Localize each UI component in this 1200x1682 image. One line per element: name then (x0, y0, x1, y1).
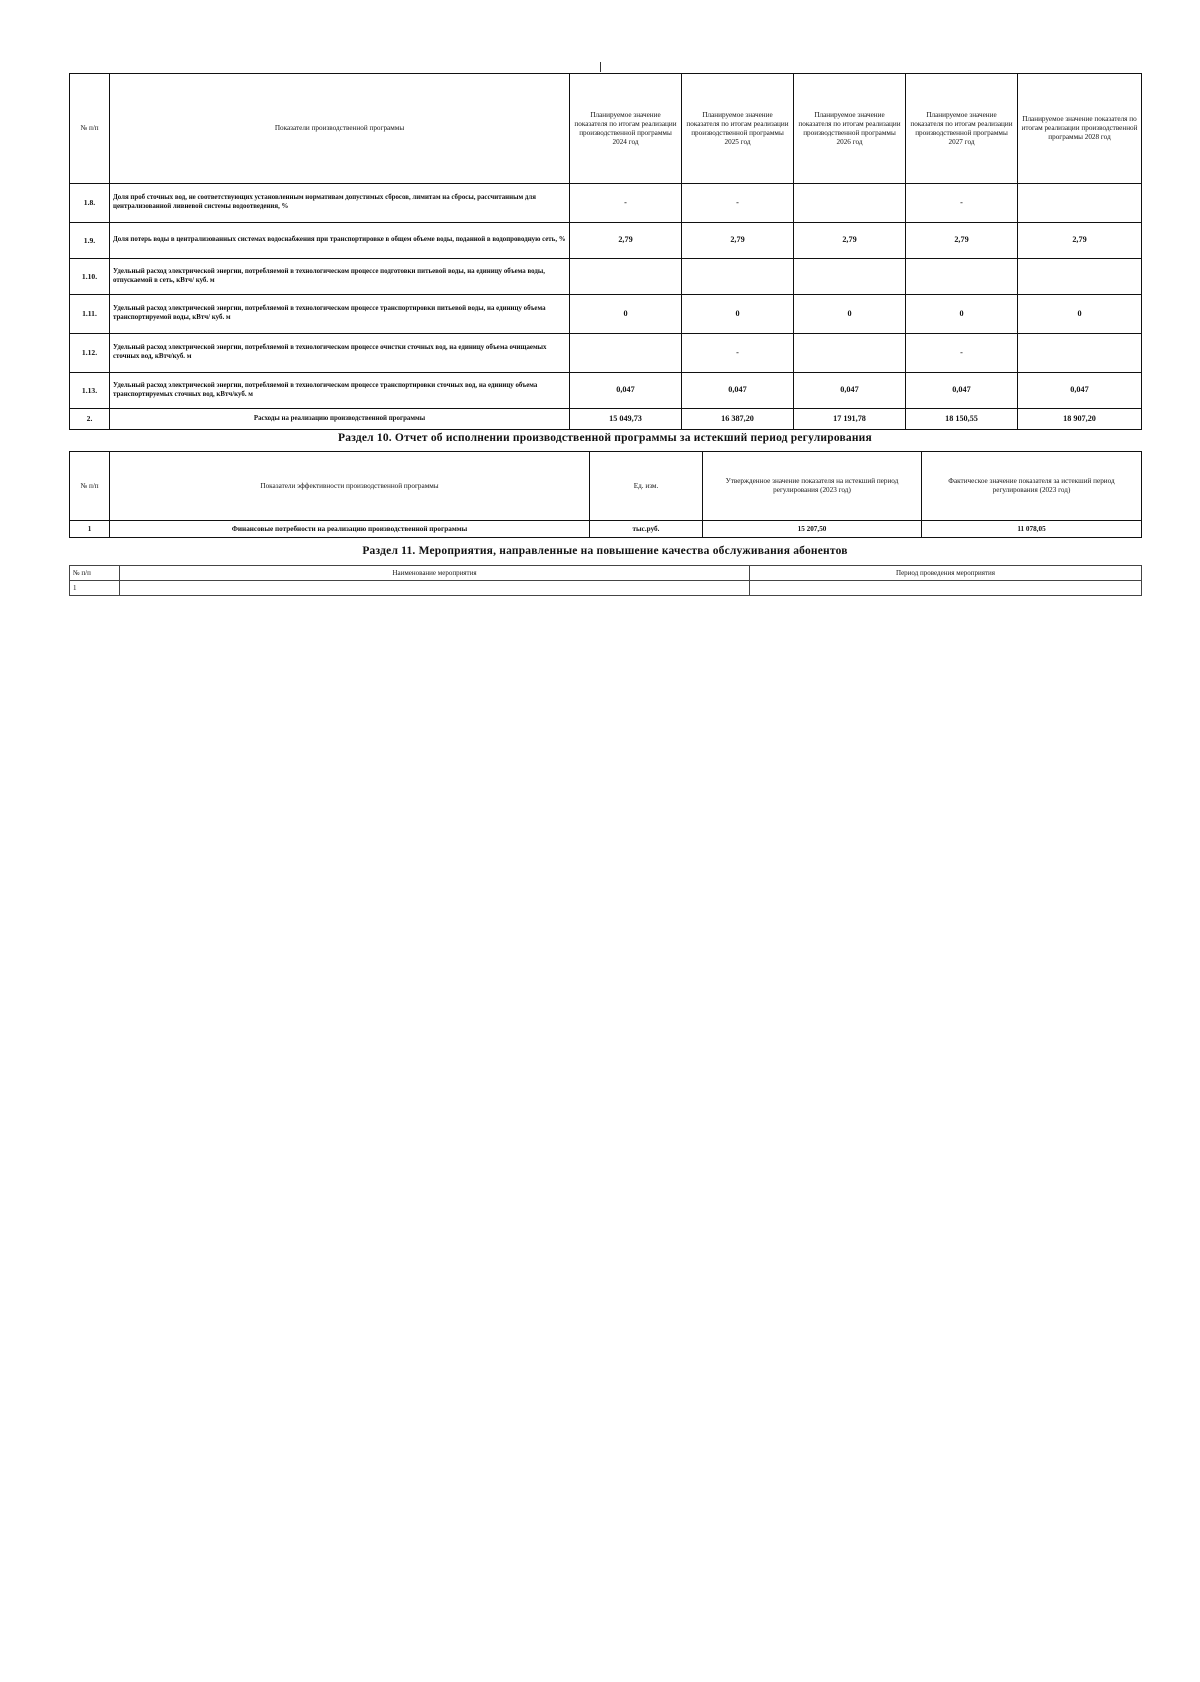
table-row (70, 259, 1142, 295)
row-value-2028: 2,79 (1018, 223, 1142, 259)
row-indicator: Удельный расход электрической энергии, потребляемой в технологическом процессе транспортировки питьевой воды, на единицу объема транспортируемой воды, кВтч/ куб. м (110, 295, 570, 334)
table-header-row (70, 452, 1142, 521)
row-indicator: Расходы на реализацию производственной программы (110, 409, 570, 430)
row-value-2027: 2,79 (906, 223, 1018, 259)
row-value-2028 (1018, 259, 1142, 295)
row-value-2025: - (682, 334, 794, 373)
row-value-2027: - (906, 334, 1018, 373)
row-name (120, 581, 750, 596)
row-approved: 15 207,50 (703, 521, 922, 538)
row-value-2025: 16 387,20 (682, 409, 794, 430)
table-row (70, 521, 1142, 538)
row-indicator: Доля потерь воды в централизованных системах водоснабжения при транспортировке в общем объеме воды, поданной в водопроводную сеть, % (110, 223, 570, 259)
row-value-2024: 0 (570, 295, 682, 334)
header-indicator: Показатели эффективности производственной программы (110, 452, 590, 521)
row-num: 1.11. (70, 295, 110, 334)
row-value-2024 (570, 259, 682, 295)
header-num: № п/п (70, 566, 120, 581)
row-value-2025: 0,047 (682, 373, 794, 409)
header-num: № п/п (70, 452, 110, 521)
header-unit: Ед. изм. (590, 452, 703, 521)
row-value-2027: 0 (906, 295, 1018, 334)
scan-mark (600, 62, 601, 72)
header-2026: Планируемое значение показателя по итогам реализации производственной программы 2026 год (794, 74, 906, 184)
row-value-2027: - (906, 184, 1018, 223)
header-2028: Планируемое значение показателя по итогам реализации производственной программы 2028 год (1018, 74, 1142, 184)
row-indicator: Удельный расход электрической энергии, потребляемой в технологическом процессе очистки сточных вод, на единицу объема очищаемых сточных вод, кВтч/куб. м (110, 334, 570, 373)
row-value-2026: 2,79 (794, 223, 906, 259)
row-num: 1 (70, 581, 120, 596)
row-value-2025: 2,79 (682, 223, 794, 259)
header-indicator: Показатели производственной программы (110, 74, 570, 184)
row-period (750, 581, 1142, 596)
table-row (70, 184, 1142, 223)
header-name: Наименование мероприятия (120, 566, 750, 581)
section-10-title: Раздел 10. Отчет об исполнении производственной программы за истекший период регулирования (338, 432, 872, 444)
row-value-2024: - (570, 184, 682, 223)
header-actual: Фактическое значение показателя за истекший период регулирования (2023 год) (922, 452, 1142, 521)
row-indicator: Удельный расход электрической энергии, потребляемой в технологическом процессе подготовки питьевой воды, на единицу объема воды, отпускаемой в сеть, кВтч/ куб. м (110, 259, 570, 295)
row-value-2028: 0,047 (1018, 373, 1142, 409)
row-num: 1 (70, 521, 110, 538)
header-2025: Планируемое значение показателя по итогам реализации производственной программы 2025 год (682, 74, 794, 184)
row-value-2026 (794, 259, 906, 295)
section-11-title: Раздел 11. Мероприятия, направленные на повышение качества обслуживания абонентов (362, 545, 848, 557)
table-header-row (70, 566, 1142, 581)
row-value-2024: 15 049,73 (570, 409, 682, 430)
header-approved: Утвержденное значение показателя на истекший период регулирования (2023 год) (703, 452, 922, 521)
row-value-2027 (906, 259, 1018, 295)
row-value-2024: 0,047 (570, 373, 682, 409)
table-row (70, 334, 1142, 373)
table-row (70, 373, 1142, 409)
row-num: 1.10. (70, 259, 110, 295)
row-value-2027: 0,047 (906, 373, 1018, 409)
row-value-2026 (794, 334, 906, 373)
section-10-table (69, 451, 1142, 538)
row-value-2024: 2,79 (570, 223, 682, 259)
header-2024: Планируемое значение показателя по итогам реализации производственной программы 2024 год (570, 74, 682, 184)
row-num: 1.9. (70, 223, 110, 259)
row-value-2028: 0 (1018, 295, 1142, 334)
header-2027: Планируемое значение показателя по итогам реализации производственной программы 2027 год (906, 74, 1018, 184)
row-actual: 11 078,05 (922, 521, 1142, 538)
row-value-2025: 0 (682, 295, 794, 334)
row-value-2028 (1018, 184, 1142, 223)
row-value-2026: 0 (794, 295, 906, 334)
table-row (70, 409, 1142, 430)
row-num: 1.12. (70, 334, 110, 373)
row-value-2026: 0,047 (794, 373, 906, 409)
row-value-2028: 18 907,20 (1018, 409, 1142, 430)
row-indicator: Доля проб сточных вод, не соответствующих установленным нормативам допустимых сбросов, лимитам на сбросы, рассчитанным для централизованной ливневой системы водоотведения, % (110, 184, 570, 223)
row-value-2027: 18 150,55 (906, 409, 1018, 430)
row-value-2028 (1018, 334, 1142, 373)
row-num: 1.8. (70, 184, 110, 223)
row-indicator: Финансовые потребности на реализацию производственной программы (110, 521, 590, 538)
row-value-2026: 17 191,78 (794, 409, 906, 430)
section-11-table (69, 565, 1142, 596)
row-unit: тыс.руб. (590, 521, 703, 538)
table-row (70, 581, 1142, 596)
row-value-2025: - (682, 184, 794, 223)
header-period: Период проведения мероприятия (750, 566, 1142, 581)
row-value-2026 (794, 184, 906, 223)
indicators-table (69, 73, 1142, 430)
row-num: 2. (70, 409, 110, 430)
row-indicator: Удельный расход электрической энергии, потребляемой в технологическом процессе транспортировки сточных вод, на единицу объема транспортируемых сточных вод, кВтч/куб. м (110, 373, 570, 409)
row-value-2025 (682, 259, 794, 295)
header-num: № п/п (70, 74, 110, 184)
table-row (70, 295, 1142, 334)
table-row (70, 223, 1142, 259)
table-header-row (70, 74, 1142, 184)
row-num: 1.13. (70, 373, 110, 409)
row-value-2024 (570, 334, 682, 373)
